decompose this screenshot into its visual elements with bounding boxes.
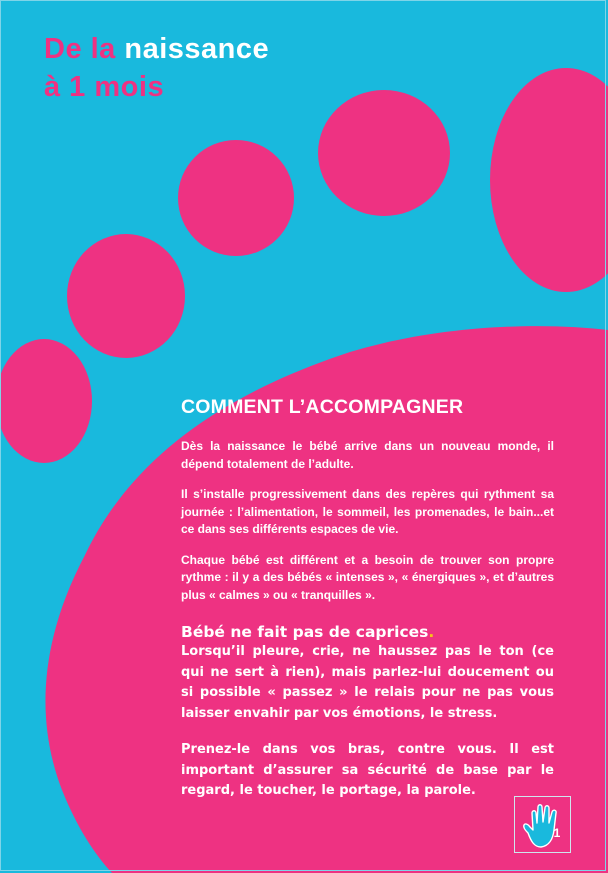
paragraph-1: Dès la naissance le bébé arrive dans un nouveau monde, il dépend totalement de l’adulte.: [181, 439, 554, 471]
paragraph-2: Il s’installe progressivement dans des repères qui rythment sa journée : l’alimentation, le sommeil, les promenades, le bain...et ce dans ses différents espaces de vie.: [181, 487, 554, 536]
toe-big: [490, 68, 608, 292]
toe-third: [178, 140, 294, 256]
caprices-heading-dot: .: [428, 623, 435, 641]
toe-little: [0, 339, 92, 463]
title-pink-2: à 1: [44, 71, 86, 103]
section-heading: COMMENT L’ACCOMPAGNER: [181, 396, 464, 418]
paragraph-3: Chaque bébé est différent et a besoin de trouver son propre rythme : il y a des bébés « intenses », « énergiques », et d’autres plus « calmes » ou « tranquilles ».: [181, 552, 554, 602]
page-title: [44, 30, 269, 106]
toe-second: [318, 90, 450, 216]
caprices-heading: [181, 622, 554, 642]
toe-fourth: [67, 234, 185, 358]
main-content: [181, 396, 554, 818]
page-number: 1: [553, 826, 561, 840]
title-pink-1: De la: [44, 33, 116, 65]
hand-icon: [515, 797, 572, 854]
caprices-paragraph-1: Lorsqu’il pleure, crie, ne haussez pas le ton (ce qui ne sert à rien), mais parlez-lui doucement ou si possible « passez » le relais pour ne pas vous laisser envahir par vos émotions, le stress.: [181, 644, 554, 721]
page-number-badge: [514, 796, 571, 853]
title-white-1: naissance: [124, 33, 270, 65]
caprices-paragraph-2: Prenez-le dans vos bras, contre vous. Il est important d’assurer sa sécurité de base par le regard, le toucher, le portage, la parole.: [181, 742, 554, 798]
caprices-heading-text: Bébé ne fait pas de caprices: [181, 623, 429, 641]
title-pink-3: mois: [94, 71, 165, 103]
